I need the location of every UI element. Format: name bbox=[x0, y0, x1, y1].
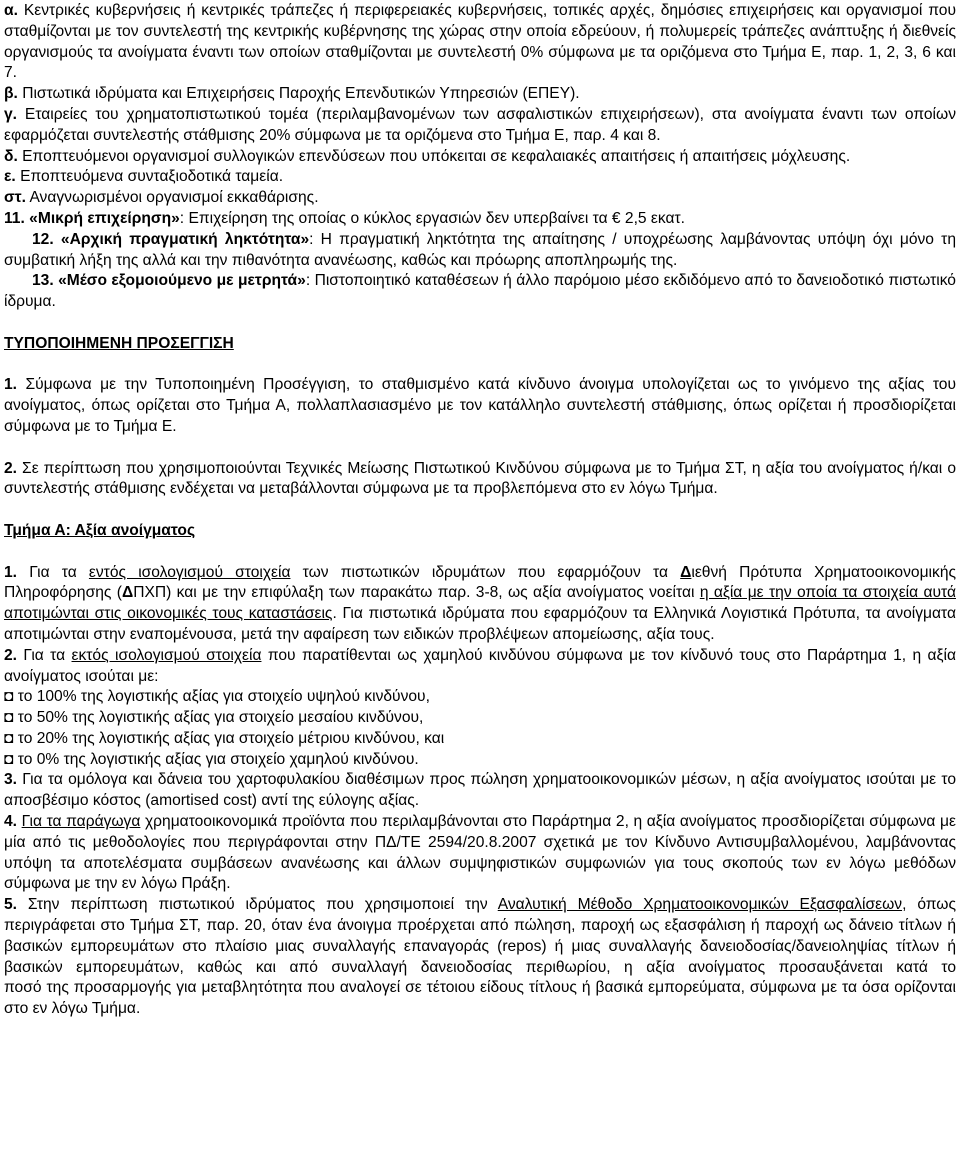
paragraph-text: Σύμφωνα με την Τυποποιημένη Προσέγγιση, το σταθμισμένο κατά κίνδυνο άνοιγμα υπολογίζεται ως το γινόμενο της αξίας του ανοίγματος, όπως ορίζεται στο Τμήμα Α, πολλαπλασιασμένο με τον κατάλληλο συντελεστή στάθμισης, όπως ορίζεται ή προσδιορίζεται σύμφωνα με το Τμήμα Ε. bbox=[4, 376, 956, 435]
underlined-term: Αναλυτική Μέθοδο Χρηματοοικονομικών Εξασφαλίσεων bbox=[497, 896, 903, 914]
item-text: Εποπτευόμενοι οργανισμοί συλλογικών επενδύσεων που υπόκειται σε κεφαλαιακές απαιτήσεις ή απαιτήσεις μόχλευσης. bbox=[17, 147, 851, 165]
bullet-item bbox=[4, 750, 956, 771]
item-marker: α. bbox=[4, 2, 18, 19]
definition-text: : Πιστοποιητικό καταθέσεων ή άλλο παρόμοιο μέσο εκδιδόμενο από το δανειοδοτικό πιστωτικό ίδρυμα. bbox=[4, 272, 956, 311]
spacer bbox=[4, 500, 956, 521]
list-item-d bbox=[4, 147, 956, 168]
definition-term: «Μέσο εξομοιούμενο με μετρητά» bbox=[58, 272, 306, 290]
spacer bbox=[4, 355, 956, 376]
text-run: ιεθνή Πρότυπα Χρηματοοικονομικής Πληροφόρησης ( bbox=[4, 563, 957, 602]
paragraph-number: 2. bbox=[4, 646, 18, 664]
section-a-paragraph-5 bbox=[4, 895, 956, 978]
text-run: Για τα bbox=[17, 563, 89, 581]
item-text: Εποπτευόμενα συνταξιοδοτικά ταμεία. bbox=[15, 168, 284, 186]
bullet-text: το 0% της λογιστικής αξίας για στοιχείο χαμηλού κινδύνου. bbox=[13, 750, 419, 768]
underlined-term: εκτός ισολογισμού στοιχεία bbox=[71, 646, 262, 664]
paragraph-number: 2. bbox=[4, 459, 18, 477]
item-text: Κεντρικές κυβερνήσεις ή κεντρικές τράπεζες ή περιφερειακές κυβερνήσεις, τοπικές αρχές, δημόσιες επιχειρήσεις και οργανισμοί που σταθμίζονται με τον συντελεστή της κεντρικής κυβέρνησης της χώρας στην οποία εδρεύουν, ή πολυμερείς τράπεζες ανάπτυξης ή διεθνείς οργανισμούς τα ανοίγματα έναντι των οποίων σταθμίζονται με συντελεστή 0% σύμφωνα με τα οριζόμενα στο Τμήμα Ε, παρ. 1, 2, 3, 6 και 7. bbox=[4, 2, 956, 82]
paragraph-text: Για τα ομόλογα και δάνεια του χαρτοφυλακίου διαθέσιμων προς πώληση χρηματοοικονομικών μέσων, η αξία ανοίγματος ισούται με το αποσβέσιμο κόστος (amortised cost) αντί της εύλογης αξίας. bbox=[4, 771, 956, 810]
section-a-paragraph-1 bbox=[4, 563, 956, 646]
item-text: Εταιρείες του χρηματοπιστωτικού τομέα (περιλαμβανομένων των ασφαλιστικών επιχειρήσεων), στα ανοίγματα έναντι των οποίων εφαρμόζεται συντελεστής στάθμισης 20% σύμφωνα με τα οριζόμενα στο Τμήμα Ε, παρ. 4 και 8. bbox=[4, 105, 956, 144]
text-run: των πιστωτικών ιδρυμάτων που εφαρμόζουν τα bbox=[290, 563, 681, 581]
section-a-paragraph-4 bbox=[4, 812, 956, 895]
section-a-paragraph-5-continued bbox=[4, 978, 956, 1020]
list-item-b bbox=[4, 84, 956, 105]
definition-number: 13. bbox=[32, 272, 54, 290]
item-marker: γ. bbox=[4, 105, 18, 123]
bullet-item bbox=[4, 687, 956, 708]
paragraph-text: Σε περίπτωση που χρησιμοποιούνται Τεχνικές Μείωσης Πιστωτικού Κινδύνου σύμφωνα με το Τμήμα ΣΤ, η αξία του ανοίγματος ή/και ο συντελεστής στάθμισης ενδέχεται να μεταβάλλονται σύμφωνα με τα προβλεπόμενα στο εν λόγω Τμήμα. bbox=[4, 459, 956, 498]
underlined-term: Για τα παράγωγα bbox=[21, 813, 141, 831]
text-run: , όπως περιγράφεται στο Τμήμα ΣΤ, παρ. 20, όταν ένα άνοιγμα προέρχεται από πώληση, παροχή ως εξασφάλιση ή παροχή ως δάνειο τίτλων ή βασικών εμπορευμάτων στο πλαίσιο μιας συναλλαγής επαναγοράς (repos) ή μιας συναλλαγής δανειοδοσίας/δανειοληψίας τίτλων ή βασικών εμπορευμάτων, καθώς και από συναλλαγή δανειοδοσίας περιθωρίου, η αξία ανοίγματος προσαυξάνεται κατά το bbox=[4, 896, 956, 976]
paragraph-number: 1. bbox=[4, 563, 18, 581]
underlined-phrase: η αξία με την οποία τα στοιχεία αυτά αποτιμώνται στις οικονομικές τους καταστάσεις bbox=[4, 584, 956, 623]
paragraph-text: ποσό της προσαρμογής για μεταβλητότητα που αναλογεί σε τέτοιου είδους τίτλους ή βασικά εμπορεύματα, σύμφωνα με τα όσα ορίζονται στο εν λόγω Τμήμα. bbox=[4, 979, 956, 1018]
list-item-st bbox=[4, 188, 956, 209]
bullet-text: το 50% της λογιστικής αξίας για στοιχείο μεσαίου κινδύνου, bbox=[13, 709, 424, 727]
subsection-heading: Τμήμα Α: Αξία ανοίγματος bbox=[4, 521, 196, 539]
spacer bbox=[4, 313, 956, 334]
item-marker: β. bbox=[4, 85, 18, 103]
text-run: . Για πιστωτικά ιδρύματα που εφαρμόζουν τα Ελληνικά Λογιστικά Πρότυπα, τα ανοίγματα αποτιμώνται στην εναπομένουσα, μετά την αφαίρεση των ειδικών προβλέψεων απομείωσης, αξία τους. bbox=[4, 605, 956, 643]
bullet-text: το 100% της λογιστικής αξίας για στοιχείο υψηλού κινδύνου, bbox=[13, 688, 430, 706]
item-marker: στ. bbox=[4, 189, 26, 207]
item-text: Πιστωτικά ιδρύματα και Επιχειρήσεις Παροχής Επενδυτικών Υπηρεσιών (ΕΠΕΥ). bbox=[17, 85, 580, 103]
item-marker: δ. bbox=[4, 147, 18, 165]
bold-letter: Δ bbox=[121, 584, 134, 602]
definition-term: «Μικρή επιχείρηση» bbox=[29, 209, 180, 227]
underlined-term: εντός ισολογισμού στοιχεία bbox=[88, 563, 291, 581]
text-run: ΠΧΠ) και με την επιφύλαξη των παρακάτω παρ. 3-8, ως αξία ανοίγματος νοείται bbox=[133, 584, 700, 602]
spacer bbox=[4, 438, 956, 459]
bold-letter: Δ bbox=[680, 563, 692, 581]
bullet-item bbox=[4, 729, 956, 750]
paragraph-number: 3. bbox=[4, 771, 18, 789]
section-a-paragraph-2 bbox=[4, 646, 956, 688]
definition-13 bbox=[4, 271, 956, 313]
spacer bbox=[4, 542, 956, 563]
definition-12 bbox=[4, 230, 956, 272]
list-item-a bbox=[4, 1, 956, 84]
bullet-item bbox=[4, 708, 956, 729]
list-item-e bbox=[4, 167, 956, 188]
bullet-icon: ◘ bbox=[4, 709, 14, 727]
item-marker: ε. bbox=[4, 168, 16, 186]
definition-text: : Η πραγματική ληκτότητα της απαίτησης / υποχρέωσης λαμβάνοντας υπόψη όχι μόνο τη συμβατική λήξη της αλλά και την πιθανότητα ανανέωσης, καθώς και πρόωρης αποπληρωμής της. bbox=[4, 230, 956, 269]
section-heading: ΤΥΠΟΠΟΙΗΜΕΝΗ ΠΡΟΣΕΓΓΙΣΗ bbox=[4, 334, 234, 352]
item-text: Αναγνωρισμένοι οργανισμοί εκκαθάρισης. bbox=[25, 189, 319, 207]
text-run: Στην περίπτωση πιστωτικού ιδρύματος που χρησιμοποιεί την bbox=[17, 896, 498, 914]
approach-paragraph-1 bbox=[4, 375, 956, 437]
text-run: που παρατίθενται ως χαμηλού κινδύνου σύμφωνα με τον κίνδυνό τους στο Παράρτημα 1, η αξία ανοίγματος ισούται με: bbox=[4, 646, 956, 685]
paragraph-number: 5. bbox=[4, 896, 18, 914]
section-a-paragraph-3 bbox=[4, 770, 956, 812]
text-run: Για τα bbox=[17, 646, 72, 664]
approach-paragraph-2 bbox=[4, 459, 956, 501]
paragraph-number: 4. bbox=[4, 813, 18, 831]
bullet-icon: ◘ bbox=[4, 750, 14, 768]
paragraph-text: χρηματοοικονομικά προϊόντα που περιλαμβάνονται στο Παράρτημα 2, η αξία ανοίγματος προσδιορίζεται σύμφωνα με μία από τις μεθοδολογίες που περιγράφονται στην ΠΔ/ΤΕ 2594/20.8.2007 σχετικά με τον Κίνδυνο Αντισυμβαλλομένου, λαμβάνοντας υπόψη τα αποτελέσματα συμβάσεων ανανέωσης και άλλων συμψηφιστικών συμφωνιών για τους σκοπούς των εν λόγω μεθόδων σύμφωνα με την εν λόγω Πράξη. bbox=[4, 813, 956, 893]
definition-number: 12. bbox=[32, 230, 54, 248]
list-item-c bbox=[4, 105, 956, 147]
bullet-text: το 20% της λογιστικής αξίας για στοιχείο μέτριου κινδύνου, και bbox=[13, 729, 445, 747]
bullet-icon: ◘ bbox=[4, 729, 14, 747]
bullet-icon: ◘ bbox=[4, 688, 14, 706]
paragraph-number: 1. bbox=[4, 376, 18, 394]
definition-number: 11. bbox=[4, 209, 25, 227]
definition-11 bbox=[4, 209, 956, 230]
definition-text: : Επιχείρηση της οποίας ο κύκλος εργασιών δεν υπερβαίνει τα € 2,5 εκατ. bbox=[179, 209, 685, 227]
definition-term: «Αρχική πραγματική ληκτότητα» bbox=[60, 230, 310, 248]
